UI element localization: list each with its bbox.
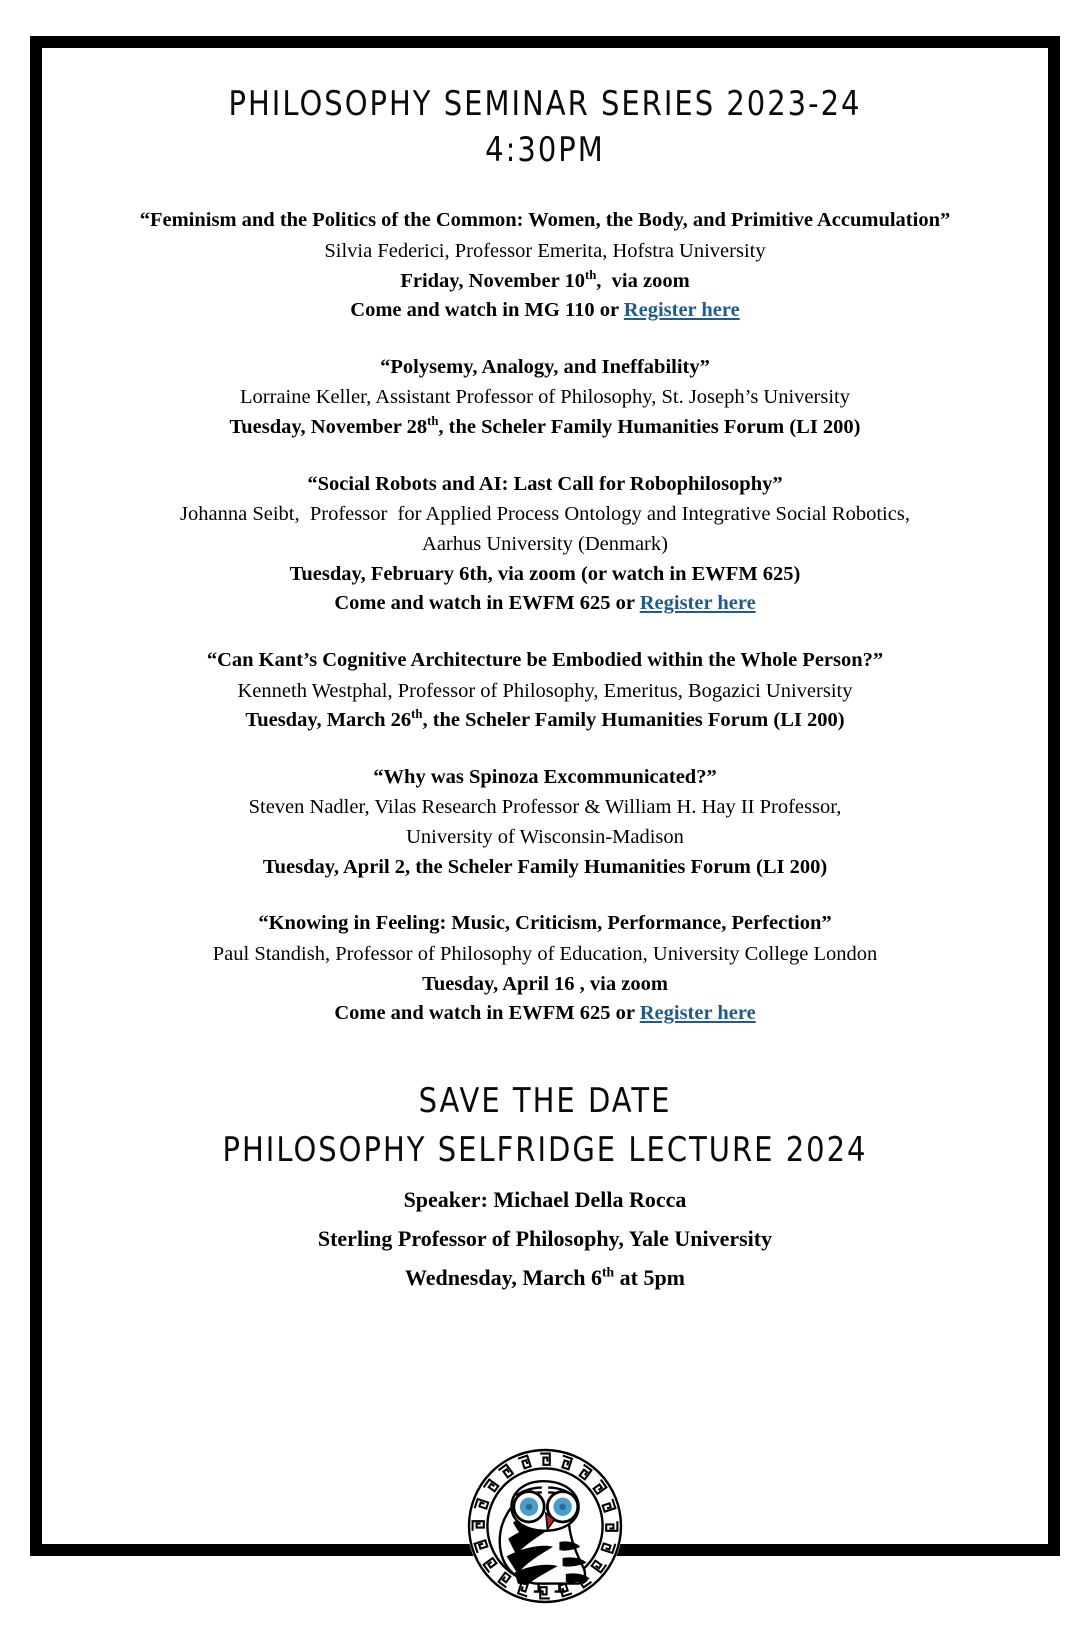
seminar-date: Tuesday, February 6th, via zoom (or watch in EWFM 625) bbox=[289, 562, 801, 585]
seminar-watch-line bbox=[94, 1000, 996, 1027]
seminar-date-ordinal: th bbox=[427, 414, 439, 429]
seminar-date bbox=[94, 707, 996, 734]
seminar-watch-line bbox=[94, 590, 996, 617]
register-link[interactable]: Register here bbox=[639, 1002, 756, 1025]
seminar-date-suffix: , the Scheler Family Humanities Forum (LI 200) bbox=[422, 709, 845, 732]
seminar-item bbox=[94, 647, 996, 734]
seminar-date: Tuesday, April 2, the Scheler Family Humanities Forum (LI 200) bbox=[262, 855, 828, 878]
selfridge-date bbox=[94, 1263, 996, 1292]
poster-header bbox=[94, 82, 996, 170]
seminar-date bbox=[94, 414, 996, 441]
seminar-title: “Knowing in Feeling: Music, Criticism, Performance, Perfection” bbox=[258, 912, 832, 935]
seminar-title: “Social Robots and AI: Last Call for Robophilosophy” bbox=[307, 472, 783, 495]
seminar-date: Tuesday, April 16 , via zoom bbox=[422, 972, 668, 995]
poster-content bbox=[42, 48, 1048, 1544]
seminar-title: “Why was Spinoza Excommunicated?” bbox=[373, 765, 717, 788]
seminar-watch-text: Come and watch in EWFM 625 or bbox=[334, 1002, 640, 1025]
seminar-date-suffix: , via zoom bbox=[596, 269, 690, 292]
seminar-item bbox=[94, 471, 996, 617]
page-title: PHILOSOPHY SEMINAR SERIES 2023-24 bbox=[228, 83, 862, 124]
register-link[interactable]: Register here bbox=[623, 299, 740, 322]
seminar-speaker: Paul Standish, Professor of Philosophy of Education, University College London bbox=[212, 943, 878, 966]
seminar-title: “Can Kant’s Cognitive Architecture be Embodied within the Whole Person?” bbox=[206, 648, 884, 671]
seminar-speaker: Johanna Seibt, Professor for Applied Process Ontology and Integrative Social Robotics, bbox=[180, 503, 910, 526]
series-time: 4:30PM bbox=[485, 129, 605, 170]
seminar-watch-text: Come and watch in MG 110 or bbox=[350, 299, 624, 322]
selfridge-date-prefix: Wednesday, March 6 bbox=[404, 1265, 602, 1291]
save-the-date-heading: SAVE THE DATE bbox=[418, 1080, 672, 1121]
seminar-speaker: Steven Nadler, Vilas Research Professor & William H. Hay II Professor, bbox=[248, 796, 842, 819]
seminar-item bbox=[94, 207, 996, 324]
poster-frame bbox=[30, 36, 1060, 1556]
seminar-date-ordinal: th bbox=[585, 267, 597, 282]
seminar-date-prefix: Tuesday, March 26 bbox=[245, 709, 412, 732]
selfridge-affiliation: Sterling Professor of Philosophy, Yale University bbox=[317, 1226, 773, 1252]
register-link[interactable]: Register here bbox=[639, 592, 756, 615]
seminar-speaker: Lorraine Keller, Assistant Professor of Philosophy, St. Joseph’s University bbox=[240, 386, 850, 409]
seminar-item bbox=[94, 764, 996, 881]
seminar-item bbox=[94, 354, 996, 441]
seminar-title: “Feminism and the Politics of the Common: Women, the Body, and Primitive Accumulation” bbox=[139, 209, 951, 232]
seminar-date-suffix: , the Scheler Family Humanities Forum (LI 200) bbox=[438, 416, 861, 439]
seminar-item bbox=[94, 910, 996, 1027]
seminar-date-prefix: Friday, November 10 bbox=[400, 269, 585, 292]
selfridge-date-ordinal: th bbox=[602, 1264, 615, 1280]
selfridge-speaker: Speaker: Michael Della Rocca bbox=[403, 1187, 687, 1213]
seminar-date bbox=[94, 268, 996, 295]
seminar-date-ordinal: th bbox=[411, 707, 423, 722]
selfridge-date-suffix: at 5pm bbox=[614, 1265, 686, 1291]
seminar-title: “Polysemy, Analogy, and Ineffability” bbox=[380, 355, 710, 378]
seminar-speaker: Silvia Federici, Professor Emerita, Hofstra University bbox=[324, 239, 766, 262]
selfridge-lecture-title: PHILOSOPHY SELFRIDGE LECTURE 2024 bbox=[222, 1129, 868, 1170]
seminar-list bbox=[94, 207, 996, 1027]
seminar-watch-line bbox=[94, 297, 996, 324]
seminar-speaker: Kenneth Westphal, Professor of Philosophy, Emeritus, Bogazici University bbox=[237, 679, 853, 702]
seminar-speaker-affiliation: Aarhus University (Denmark) bbox=[422, 532, 668, 555]
seminar-watch-text: Come and watch in EWFM 625 or bbox=[334, 592, 640, 615]
seminar-speaker-affiliation: University of Wisconsin-Madison bbox=[406, 826, 684, 849]
save-the-date-section bbox=[94, 1079, 996, 1292]
seminar-date-prefix: Tuesday, November 28 bbox=[229, 416, 428, 439]
